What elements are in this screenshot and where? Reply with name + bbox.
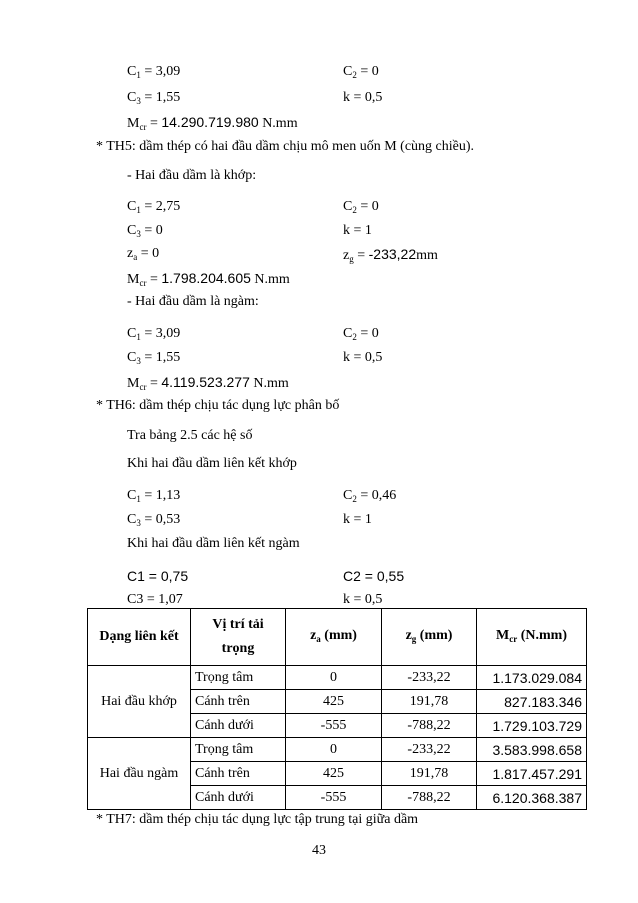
page-number: 43 — [312, 843, 326, 858]
zg-cell: -788,22 — [382, 786, 477, 810]
coefficient-c2: $C_2 = 0$ — [343, 326, 379, 342]
header-zg: $z_g$ (mm) — [382, 609, 477, 666]
mcr-cell: 827.183.346 — [477, 690, 587, 714]
load-position-cell: Cánh trên — [191, 762, 286, 786]
th7-heading: * TH7: dầm thép chịu tác dụng lực tập trung tại giữa dầm — [96, 812, 419, 827]
zg-cell: -233,22 — [382, 666, 477, 690]
coefficient-k: k = 0,5 — [343, 592, 383, 607]
coefficient-k: k = 0,5 — [343, 350, 383, 365]
za-cell: 425 — [286, 690, 382, 714]
coordinate-za: $z_a = 0$ — [127, 246, 160, 262]
th5-hinged-label: - Hai đầu dầm là khớp: — [127, 168, 257, 183]
results-table — [87, 608, 587, 810]
coefficient-c2: $C_2 = 0$ — [343, 64, 379, 80]
th5-heading: * TH5: dầm thép có hai đầu dầm chịu mô men uốn M (cùng chiều). — [96, 139, 475, 154]
coefficient-c3: C3 = 1,07 — [127, 592, 183, 607]
coefficient-c2: $C_2 = 0$ — [343, 199, 379, 215]
mcr-cell: 6.120.368.387 — [477, 786, 587, 810]
group-label: Hai đầu ngàm — [88, 738, 191, 810]
mcr-cell: 1.729.103.729 — [477, 714, 587, 738]
coefficient-c3: $C_3 = 0$ — [127, 223, 163, 239]
za-cell: 425 — [286, 762, 382, 786]
coefficient-k: k = 1 — [343, 512, 372, 527]
mcr-cell: 3.583.998.658 — [477, 738, 587, 762]
coefficient-c3: $C_3 = 0,53$ — [127, 512, 181, 528]
load-position-cell: Cánh dưới — [191, 786, 286, 810]
th5-fixed-label: - Hai đầu dầm là ngàm: — [127, 294, 259, 309]
coefficient-k: k = 1 — [343, 223, 372, 238]
th6-fixed-label: Khi hai đầu dầm liên kết ngàm — [127, 536, 300, 551]
critical-moment: $M_{cr} = 1.798.204.605$ N.mm — [127, 270, 290, 288]
coefficient-c3: $C_3 = 1,55$ — [127, 90, 181, 106]
coefficient-c1: $C_1 = 1,13$ — [127, 488, 181, 504]
load-position-cell: Cánh trên — [191, 690, 286, 714]
coefficient-c3: $C_3 = 1,55$ — [127, 350, 181, 366]
zg-cell: 191,78 — [382, 762, 477, 786]
th6-table-reference: Tra bảng 2.5 các hệ số — [127, 428, 253, 443]
table-header-row — [88, 609, 587, 666]
header-connection-type: Dạng liên kết — [88, 609, 191, 666]
za-cell: 0 — [286, 666, 382, 690]
load-position-cell: Trọng tâm — [191, 666, 286, 690]
load-position-cell: Trọng tâm — [191, 738, 286, 762]
coefficient-c1: $C_1 = 3,09$ — [127, 326, 181, 342]
coefficient-k: k = 0,5 — [343, 90, 383, 105]
coefficient-c1: $C_1 = 2,75$ — [127, 199, 181, 215]
load-position-cell: Cánh dưới — [191, 714, 286, 738]
za-cell: 0 — [286, 738, 382, 762]
coefficient-c1: C1 = 0,75 — [127, 568, 189, 584]
zg-cell: 191,78 — [382, 690, 477, 714]
coefficient-c2: $C_2 = 0,46$ — [343, 488, 397, 504]
zg-cell: -788,22 — [382, 714, 477, 738]
coefficient-c2: C2 = 0,55 — [343, 568, 405, 584]
table-row — [88, 666, 587, 690]
header-za: $z_a$ (mm) — [286, 609, 382, 666]
mcr-cell: 1.173.029.084 — [477, 666, 587, 690]
coordinate-zg: $z_g = -233,22mm$ — [343, 246, 438, 264]
za-cell: -555 — [286, 786, 382, 810]
group-label: Hai đầu khớp — [88, 666, 191, 738]
zg-cell: -233,22 — [382, 738, 477, 762]
th6-heading: * TH6: dầm thép chịu tác dụng lực phân bố — [96, 398, 340, 413]
mcr-cell: 1.817.457.291 — [477, 762, 587, 786]
th6-hinged-label: Khi hai đầu dầm liên kết khớp — [127, 456, 297, 471]
coefficient-c1: $C_1 = 3,09$ — [127, 64, 181, 80]
za-cell: -555 — [286, 714, 382, 738]
header-mcr: $M_{cr}$ (N.mm) — [477, 609, 587, 666]
table-row — [88, 738, 587, 762]
critical-moment: $M_{cr} = 14.290.719.980$ N.mm — [127, 114, 298, 132]
critical-moment: $M_{cr} = 4.119.523.277$ N.mm — [127, 374, 289, 392]
header-load-position: Vị trí tải trọng — [191, 609, 286, 666]
